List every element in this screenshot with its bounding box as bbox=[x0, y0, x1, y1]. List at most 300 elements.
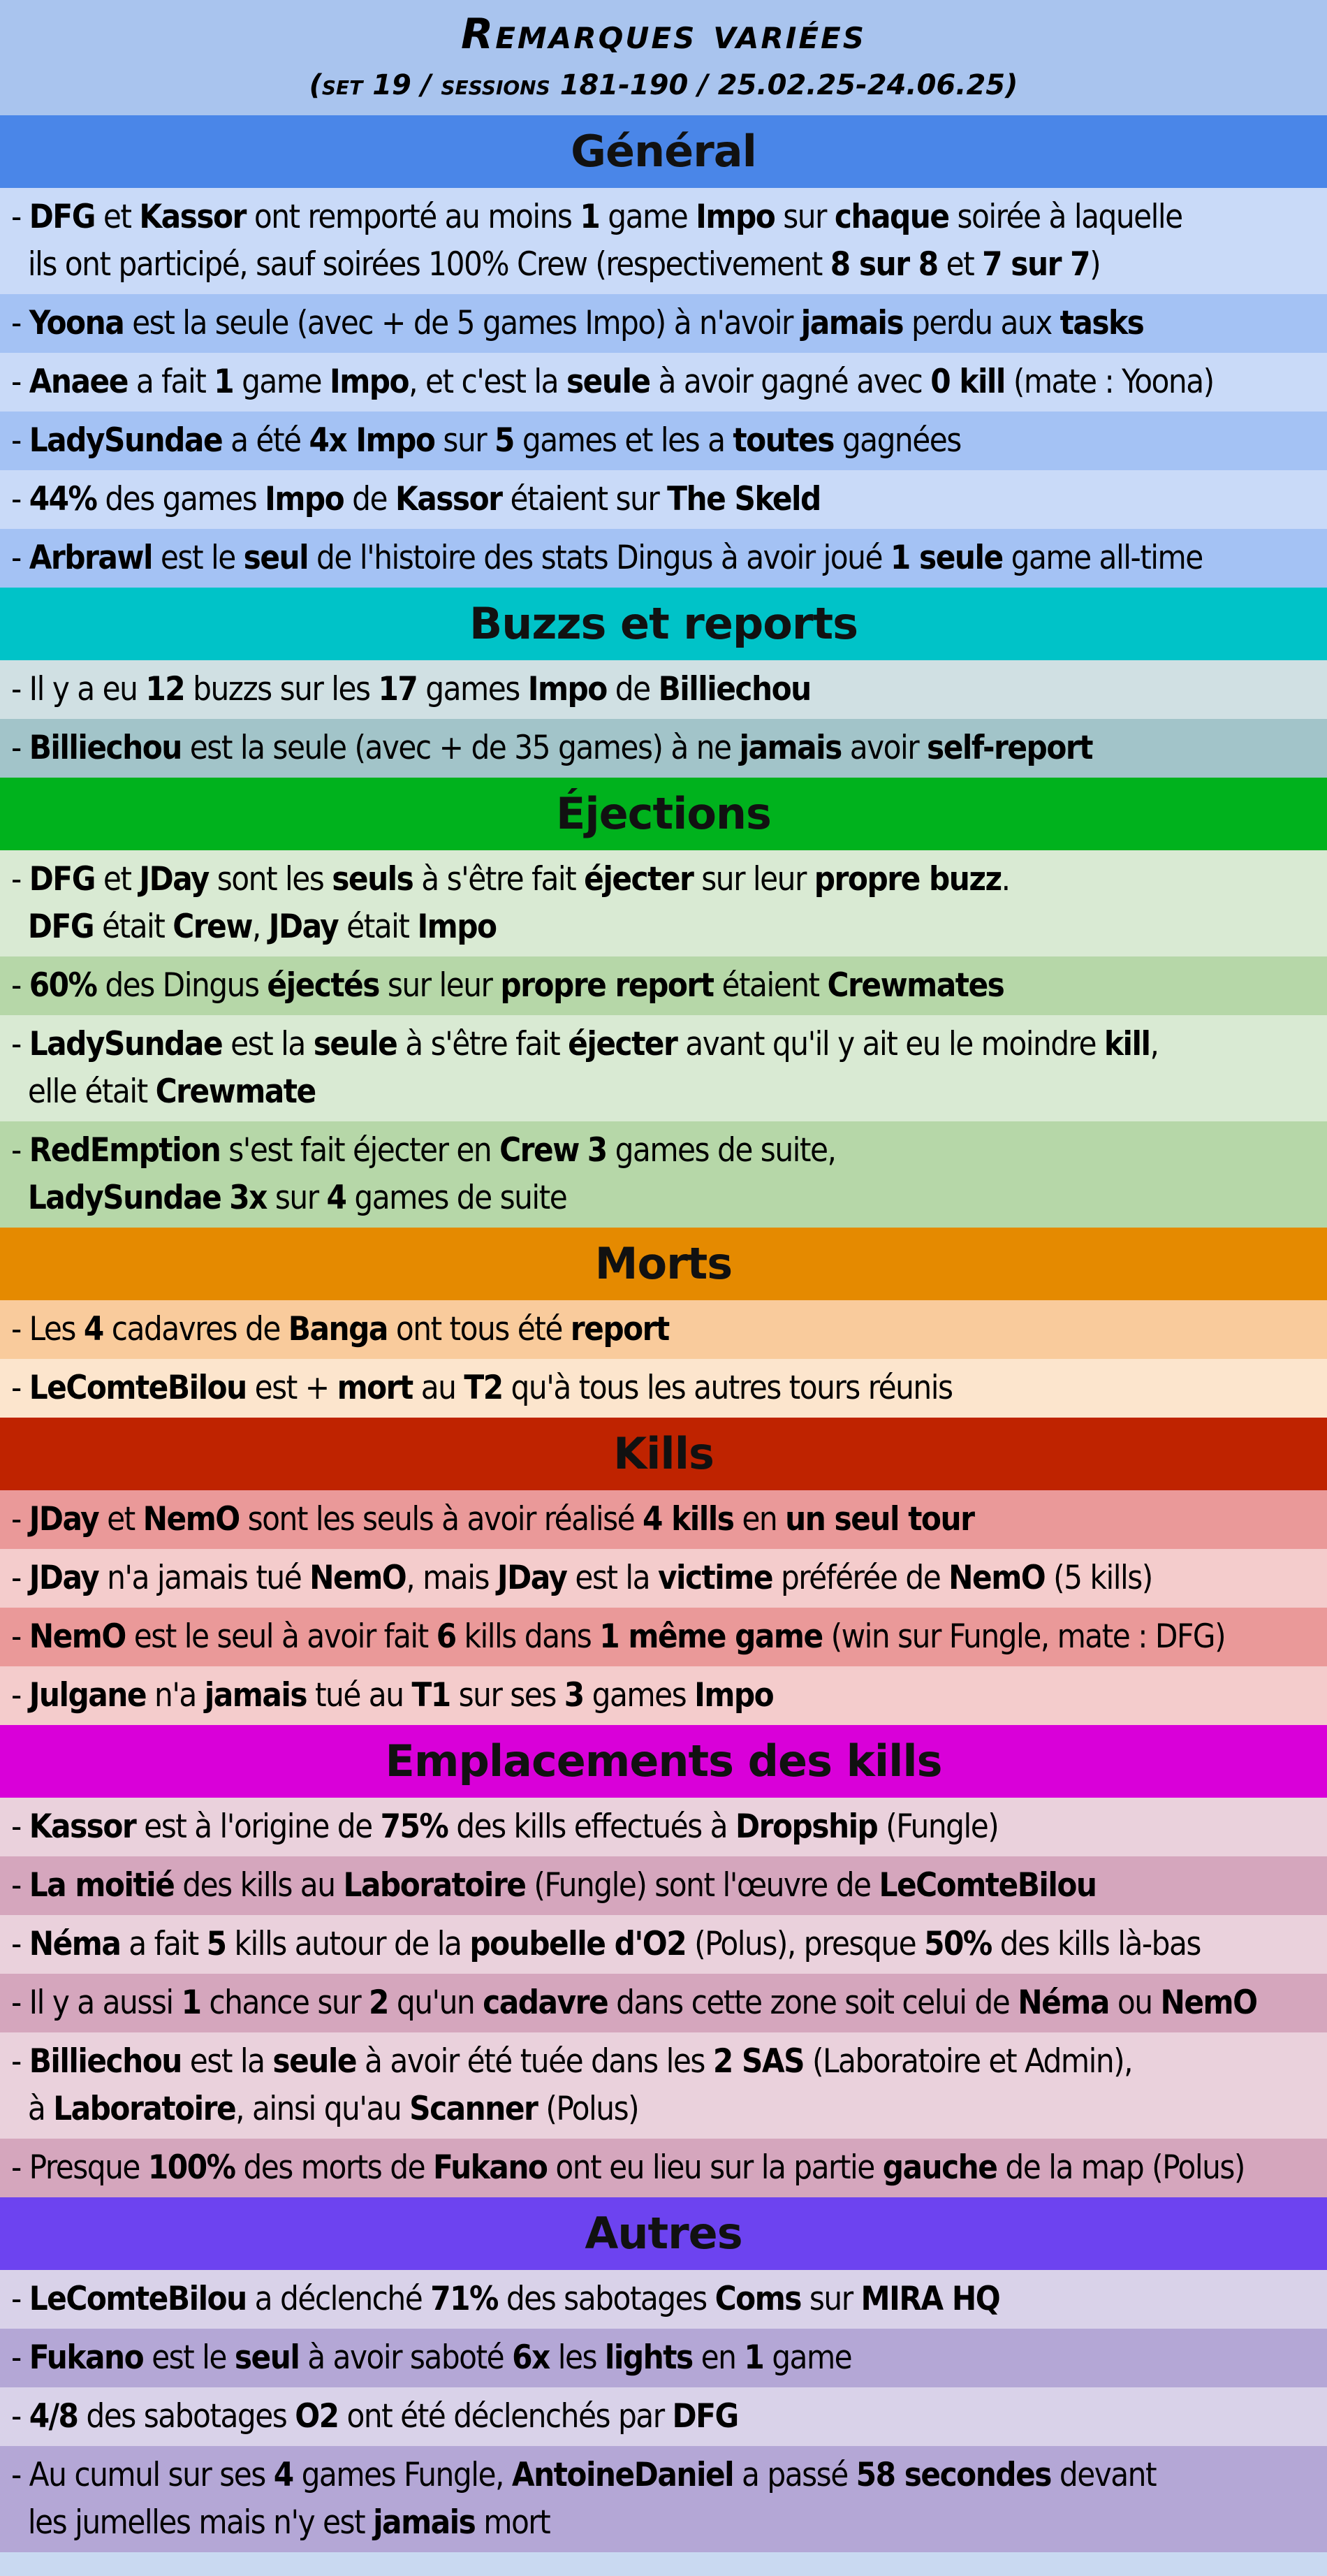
remark-line bbox=[11, 1921, 1316, 1968]
remark-highlight: T2 bbox=[464, 1369, 503, 1407]
section-morts bbox=[0, 1228, 1327, 1418]
remark-highlight: propre report bbox=[500, 966, 714, 1005]
remark-row bbox=[0, 294, 1327, 353]
remark-highlight: 12 bbox=[145, 670, 185, 708]
remark-highlight: Billiechou bbox=[29, 729, 182, 767]
remark-text: - bbox=[11, 1025, 29, 1063]
remark-highlight: Impo bbox=[417, 908, 497, 946]
remark-text: - bbox=[11, 363, 29, 401]
remark-row bbox=[0, 2270, 1327, 2329]
remark-text: de bbox=[606, 670, 659, 708]
remark-text: en bbox=[692, 2338, 745, 2377]
remark-highlight: The Skeld bbox=[667, 480, 821, 518]
remark-text: , bbox=[1150, 1025, 1159, 1063]
remark-text: . bbox=[1001, 860, 1010, 898]
remark-highlight: 2 SAS bbox=[712, 2042, 805, 2081]
remark-highlight: RedEmption bbox=[29, 1131, 221, 1170]
remark-line bbox=[11, 1174, 1316, 1222]
remark-line bbox=[11, 1127, 1316, 1174]
remark-highlight: LeComteBilou bbox=[29, 1369, 247, 1407]
remark-highlight: Impo bbox=[527, 670, 607, 708]
section-header-morts: Morts bbox=[0, 1228, 1327, 1300]
remark-highlight: 75% bbox=[380, 1807, 448, 1846]
section-header-general: Général bbox=[0, 115, 1327, 188]
section-kills bbox=[0, 1418, 1327, 1725]
remark-highlight: Laboratoire bbox=[53, 2090, 236, 2128]
remark-text: des games bbox=[96, 480, 265, 518]
remark-text: à avoir gagné avec bbox=[650, 363, 931, 401]
remark-text: des kills effectués à bbox=[448, 1807, 735, 1846]
remark-highlight: Impo bbox=[329, 363, 409, 401]
remark-highlight: Billiechou bbox=[29, 2042, 182, 2081]
remark-highlight: lights bbox=[604, 2338, 693, 2377]
remark-highlight: Julgane bbox=[29, 1676, 147, 1715]
remark-line bbox=[11, 1613, 1316, 1661]
remark-text: a fait bbox=[127, 363, 214, 401]
remark-text: - bbox=[11, 2338, 29, 2377]
remark-highlight: 4 kills bbox=[643, 1500, 734, 1538]
remark-text: devant bbox=[1050, 2456, 1157, 2494]
remark-text: a fait bbox=[120, 1925, 207, 1963]
remark-text: games de suite bbox=[346, 1179, 567, 1217]
remark-text: des kills là-bas bbox=[991, 1925, 1201, 1963]
remark-highlight: T1 bbox=[411, 1676, 450, 1715]
remark-line bbox=[11, 2276, 1316, 2323]
remark-highlight: 100% bbox=[147, 2148, 235, 2187]
remark-text: - bbox=[11, 1807, 29, 1846]
remark-text: est la seule (avec + de 5 games Impo) à n'avoir bbox=[124, 304, 801, 342]
remark-highlight: Yoona bbox=[29, 304, 124, 342]
remark-text: soirée à laquelle bbox=[948, 198, 1182, 236]
remark-text: games bbox=[583, 1676, 695, 1715]
remark-line bbox=[11, 1365, 1316, 1412]
remark-line bbox=[11, 1068, 1316, 1116]
remark-highlight: LadySundae bbox=[27, 1179, 221, 1217]
remark-highlight: LadySundae bbox=[29, 1025, 223, 1063]
remark-highlight: NemO bbox=[29, 1617, 126, 1656]
remark-line bbox=[11, 1862, 1316, 1909]
remark-text: (Polus), presque bbox=[686, 1925, 925, 1963]
remark-text: , mais bbox=[406, 1559, 497, 1597]
remark-highlight: seul bbox=[243, 539, 309, 577]
remark-highlight: 17 bbox=[378, 670, 418, 708]
remark-row bbox=[0, 412, 1327, 470]
remark-text: s'est fait éjecter en bbox=[220, 1131, 500, 1170]
remark-line bbox=[11, 903, 1316, 951]
remark-highlight: DFG bbox=[29, 198, 95, 236]
remark-highlight: 3 bbox=[587, 1131, 607, 1170]
remark-highlight: jamais bbox=[739, 729, 842, 767]
remark-text: - bbox=[11, 860, 29, 898]
remark-line bbox=[11, 2499, 1316, 2547]
remark-highlight: Néma bbox=[29, 1925, 121, 1963]
remark-text: les jumelles mais n'y est bbox=[11, 2503, 374, 2542]
remark-row bbox=[0, 1915, 1327, 1974]
remark-highlight: 1 bbox=[214, 363, 234, 401]
remark-text: , bbox=[251, 908, 269, 946]
remark-text: et bbox=[937, 245, 983, 284]
remark-highlight: Crew bbox=[173, 908, 252, 946]
remark-highlight: kill bbox=[1104, 1025, 1150, 1063]
remark-highlight: Coms bbox=[714, 2280, 801, 2318]
remark-line bbox=[11, 1672, 1316, 1719]
remark-text: avant qu'il y ait eu le moindre bbox=[677, 1025, 1104, 1063]
remark-text: game bbox=[763, 2338, 852, 2377]
remark-text: au bbox=[412, 1369, 464, 1407]
section-header-kills: Kills bbox=[0, 1418, 1327, 1490]
remark-text: à bbox=[11, 2090, 54, 2128]
remark-highlight: poubelle d'O2 bbox=[469, 1925, 687, 1963]
remark-text: sur bbox=[775, 198, 835, 236]
remark-highlight: mort bbox=[337, 1369, 413, 1407]
remark-line bbox=[11, 1803, 1316, 1851]
remark-highlight: 4 bbox=[273, 2456, 293, 2494]
remark-line bbox=[11, 666, 1316, 713]
remark-text: n'a bbox=[146, 1676, 205, 1715]
remark-highlight: JDay bbox=[29, 1559, 99, 1597]
remark-line bbox=[11, 241, 1316, 289]
remark-highlight: O2 bbox=[295, 2397, 339, 2436]
remark-text: - bbox=[11, 966, 29, 1005]
remark-highlight: Scanner bbox=[409, 2090, 538, 2128]
remark-text: - bbox=[11, 1617, 29, 1656]
remark-highlight: LeComteBilou bbox=[879, 1866, 1097, 1905]
remark-highlight: éjecter bbox=[584, 860, 694, 898]
remark-text: n'a jamais tué bbox=[98, 1559, 310, 1597]
remark-line bbox=[11, 856, 1316, 903]
remark-text: sur leur bbox=[693, 860, 814, 898]
remark-row bbox=[0, 1359, 1327, 1418]
remark-highlight: 60% bbox=[29, 966, 97, 1005]
remark-text: était bbox=[338, 908, 418, 946]
remark-highlight: Arbrawl bbox=[29, 539, 152, 577]
section-header-emplacements: Emplacements des kills bbox=[0, 1725, 1327, 1798]
remark-highlight: Impo bbox=[696, 198, 775, 236]
remark-row bbox=[0, 1974, 1327, 2032]
remark-text: - Presque bbox=[11, 2148, 148, 2187]
remark-highlight: 3 bbox=[564, 1676, 584, 1715]
remark-text: de la map (Polus) bbox=[997, 2148, 1245, 2187]
remark-text: gagnées bbox=[833, 421, 961, 460]
remark-highlight: JDay bbox=[497, 1559, 567, 1597]
remark-row bbox=[0, 719, 1327, 778]
remark-highlight: 58 secondes bbox=[856, 2456, 1051, 2494]
remark-text: (Fungle) sont l'œuvre de bbox=[525, 1866, 879, 1905]
remark-text: a été bbox=[222, 421, 309, 460]
remark-highlight: jamais bbox=[204, 1676, 307, 1715]
remark-highlight: 44% bbox=[29, 480, 97, 518]
remark-highlight: propre buzz bbox=[814, 860, 1002, 898]
remark-text: ont tous été bbox=[387, 1310, 571, 1348]
remark-row bbox=[0, 2139, 1327, 2197]
remark-highlight: Laboratoire bbox=[343, 1866, 526, 1905]
remark-highlight: 4 bbox=[83, 1310, 103, 1348]
remark-highlight: Kassor bbox=[139, 198, 246, 236]
remark-text bbox=[11, 908, 28, 946]
remark-text: (Laboratoire et Admin), bbox=[804, 2042, 1133, 2081]
remark-highlight: 4 bbox=[326, 1179, 346, 1217]
remark-highlight: NemO bbox=[142, 1500, 240, 1538]
sections-container bbox=[0, 115, 1327, 2552]
remark-text: dans cette zone soit celui de bbox=[608, 1984, 1018, 2022]
remark-highlight: chaque bbox=[834, 198, 949, 236]
remark-highlight: self-report bbox=[927, 729, 1092, 767]
remark-text: est la bbox=[566, 1559, 658, 1597]
remark-highlight: DFG bbox=[29, 860, 95, 898]
remark-text: sur bbox=[266, 1179, 327, 1217]
remark-highlight: Crew bbox=[499, 1131, 579, 1170]
remark-highlight: 1 bbox=[580, 198, 600, 236]
remark-text: - bbox=[11, 1925, 29, 1963]
remark-text: est la bbox=[181, 2042, 273, 2081]
remark-text: - bbox=[11, 2042, 29, 2081]
remark-text: ou bbox=[1108, 1984, 1161, 2022]
remark-text: des morts de bbox=[235, 2148, 434, 2187]
remark-row bbox=[0, 529, 1327, 588]
section-autres bbox=[0, 2197, 1327, 2552]
remark-text: - bbox=[11, 2397, 29, 2436]
remark-row bbox=[0, 470, 1327, 529]
remark-text: - bbox=[11, 1369, 29, 1407]
remark-highlight: Fukano bbox=[433, 2148, 548, 2187]
remark-highlight: 8 sur 8 bbox=[830, 245, 938, 284]
remark-highlight: cadavre bbox=[483, 1984, 608, 2022]
remark-row bbox=[0, 1300, 1327, 1359]
section-header-ejections: Éjections bbox=[0, 778, 1327, 850]
remark-line bbox=[11, 962, 1316, 1010]
title-block bbox=[0, 0, 1327, 115]
remark-line bbox=[11, 417, 1316, 465]
remark-highlight: 1 bbox=[181, 1984, 201, 2022]
remark-text: des sabotages bbox=[497, 2280, 715, 2318]
remark-text: - bbox=[11, 2280, 29, 2318]
remark-text: les bbox=[549, 2338, 605, 2377]
remark-text: - Les bbox=[11, 1310, 84, 1348]
remark-line bbox=[11, 2393, 1316, 2440]
remark-text: - Au cumul sur ses bbox=[11, 2456, 274, 2494]
remark-text: en bbox=[733, 1500, 786, 1538]
remark-highlight: éjectés bbox=[267, 966, 379, 1005]
remark-text: de bbox=[344, 480, 395, 518]
remark-text: (win sur Fungle, mate : DFG) bbox=[822, 1617, 1226, 1656]
remark-text: est à l'origine de bbox=[135, 1807, 381, 1846]
page-title: Remarques variées bbox=[461, 10, 866, 59]
remark-highlight: Kassor bbox=[29, 1807, 136, 1846]
remark-highlight: un seul tour bbox=[785, 1500, 974, 1538]
remark-text: de l'histoire des stats Dingus à avoir joué bbox=[308, 539, 890, 577]
remark-row bbox=[0, 1798, 1327, 1856]
remark-row bbox=[0, 2387, 1327, 2446]
section-ejections bbox=[0, 778, 1327, 1228]
remark-line bbox=[11, 1021, 1316, 1068]
remark-row bbox=[0, 1121, 1327, 1228]
remark-text: à s'être fait bbox=[413, 860, 585, 898]
page-subtitle: (set 19 / sessions 181-190 / 25.02.25-24.06.25) bbox=[309, 69, 1018, 101]
remark-text: (Fungle) bbox=[877, 1807, 999, 1846]
remark-text: perdu aux bbox=[903, 304, 1060, 342]
remark-row bbox=[0, 2032, 1327, 2139]
remark-row bbox=[0, 660, 1327, 719]
remark-highlight: jamais bbox=[800, 304, 904, 342]
remark-highlight: JDay bbox=[268, 908, 339, 946]
remark-text: est le bbox=[143, 2338, 235, 2377]
remark-highlight: NemO bbox=[948, 1559, 1046, 1597]
remark-highlight: 2 bbox=[369, 1984, 388, 2022]
remark-text: a passé bbox=[733, 2456, 856, 2494]
remark-highlight: Impo bbox=[694, 1676, 774, 1715]
remark-highlight: 5 bbox=[494, 421, 514, 460]
remark-highlight: 4x Impo bbox=[309, 421, 435, 460]
remark-line bbox=[11, 358, 1316, 406]
remark-highlight: Crewmates bbox=[827, 966, 1004, 1005]
remark-text: (Polus) bbox=[537, 2090, 639, 2128]
remark-text: - bbox=[11, 1676, 29, 1715]
remark-text: qu'à tous les autres tours réunis bbox=[502, 1369, 953, 1407]
remark-text: sont les bbox=[208, 860, 332, 898]
remark-highlight: seule bbox=[272, 2042, 357, 2081]
remark-highlight: DFG bbox=[27, 908, 94, 946]
remark-row bbox=[0, 1490, 1327, 1549]
remark-text: games bbox=[417, 670, 528, 708]
remark-text: - bbox=[11, 729, 29, 767]
remark-text: , et c'est la bbox=[409, 363, 566, 401]
remark-text: - Il y a aussi bbox=[11, 1984, 182, 2022]
remark-text: ) bbox=[1090, 245, 1101, 284]
remark-text: kills dans bbox=[455, 1617, 600, 1656]
remark-highlight: NemO bbox=[309, 1559, 406, 1597]
remark-text: games et les a bbox=[513, 421, 733, 460]
remark-highlight: éjecter bbox=[568, 1025, 677, 1063]
remark-line bbox=[11, 1555, 1316, 1602]
remark-text: étaient bbox=[713, 966, 828, 1005]
remark-line bbox=[11, 2038, 1316, 2086]
remark-text: - bbox=[11, 1500, 29, 1538]
section-general bbox=[0, 115, 1327, 588]
remark-text: - bbox=[11, 198, 29, 236]
remark-highlight: LadySundae bbox=[29, 421, 223, 460]
remark-line bbox=[11, 1306, 1316, 1353]
remark-highlight: 3x bbox=[229, 1179, 267, 1217]
remark-text: - bbox=[11, 1559, 29, 1597]
remark-highlight: Fukano bbox=[29, 2338, 144, 2377]
section-buzzs bbox=[0, 588, 1327, 778]
remark-text: sur bbox=[434, 421, 495, 460]
remark-text: sur leur bbox=[379, 966, 501, 1005]
remark-text: (5 kills) bbox=[1045, 1559, 1152, 1597]
remark-text bbox=[221, 1179, 229, 1217]
remark-highlight: 50% bbox=[924, 1925, 992, 1963]
remark-text: ont été déclenchés par bbox=[338, 2397, 673, 2436]
remark-text: - bbox=[11, 539, 29, 577]
remark-text: à avoir saboté bbox=[299, 2338, 513, 2377]
section-header-buzzs: Buzzs et reports bbox=[0, 588, 1327, 660]
remark-text: buzzs sur les bbox=[184, 670, 379, 708]
remark-highlight: NemO bbox=[1160, 1984, 1257, 2022]
remark-highlight: LeComteBilou bbox=[29, 2280, 247, 2318]
remark-highlight: victime bbox=[657, 1559, 773, 1597]
remark-highlight: seul bbox=[234, 2338, 300, 2377]
remark-row bbox=[0, 956, 1327, 1015]
remark-line bbox=[11, 1979, 1316, 2027]
remark-highlight: seule bbox=[313, 1025, 397, 1063]
remark-highlight: Dropship bbox=[735, 1807, 878, 1846]
remark-text: a déclenché bbox=[246, 2280, 431, 2318]
remark-text: sur bbox=[800, 2280, 861, 2318]
remark-text: tué au bbox=[307, 1676, 412, 1715]
remark-row bbox=[0, 1549, 1327, 1608]
remark-highlight: tasks bbox=[1060, 304, 1144, 342]
section-emplacements bbox=[0, 1725, 1327, 2197]
remark-text: est le bbox=[152, 539, 244, 577]
remark-highlight: MIRA HQ bbox=[860, 2280, 1000, 2318]
remark-text: mort bbox=[475, 2503, 550, 2542]
remark-row bbox=[0, 2446, 1327, 2552]
remark-line bbox=[11, 725, 1316, 772]
section-header-autres: Autres bbox=[0, 2197, 1327, 2270]
remark-highlight: JDay bbox=[139, 860, 209, 898]
remark-highlight: seule bbox=[566, 363, 650, 401]
remark-text bbox=[579, 1131, 587, 1170]
remark-line bbox=[11, 2334, 1316, 2382]
remark-highlight: 7 sur 7 bbox=[982, 245, 1090, 284]
remark-highlight: La moitié bbox=[29, 1866, 175, 1905]
remark-text: game bbox=[599, 198, 696, 236]
remark-row bbox=[0, 353, 1327, 412]
remark-line bbox=[11, 300, 1316, 347]
remark-highlight: Kassor bbox=[395, 480, 502, 518]
remark-line bbox=[11, 2086, 1316, 2133]
remark-highlight: 71% bbox=[430, 2280, 498, 2318]
remark-text: était bbox=[94, 908, 173, 946]
remark-highlight: 6 bbox=[436, 1617, 456, 1656]
remark-text: est la bbox=[222, 1025, 314, 1063]
remark-line bbox=[11, 534, 1316, 582]
remark-text: game bbox=[233, 363, 330, 401]
remark-highlight: toutes bbox=[733, 421, 834, 460]
remark-text: - bbox=[11, 421, 29, 460]
remark-text: à s'être fait bbox=[397, 1025, 569, 1063]
remark-text: , ainsi qu'au bbox=[235, 2090, 410, 2128]
remark-text: préférée de bbox=[772, 1559, 949, 1597]
remark-highlight: 0 kill bbox=[930, 363, 1005, 401]
remark-text: sont les seuls à avoir réalisé bbox=[239, 1500, 643, 1538]
remark-text: est + bbox=[246, 1369, 337, 1407]
remark-text: elle était bbox=[11, 1072, 156, 1111]
remark-row bbox=[0, 188, 1327, 294]
remark-line bbox=[11, 476, 1316, 523]
remark-line bbox=[11, 2144, 1316, 2192]
remark-highlight: Banga bbox=[288, 1310, 388, 1348]
remark-text: qu'un bbox=[388, 1984, 483, 2022]
remark-highlight: report bbox=[570, 1310, 669, 1348]
remark-text: cadavres de bbox=[103, 1310, 288, 1348]
remark-row bbox=[0, 2329, 1327, 2387]
remark-text: ont remporté au moins bbox=[245, 198, 580, 236]
remark-text: games de suite, bbox=[606, 1131, 836, 1170]
remark-text: étaient sur bbox=[501, 480, 668, 518]
remark-highlight: Crewmate bbox=[155, 1072, 316, 1111]
remark-line bbox=[11, 2452, 1316, 2499]
remark-text: - bbox=[11, 1131, 29, 1170]
remark-text: (mate : Yoona) bbox=[1004, 363, 1214, 401]
remark-row bbox=[0, 1666, 1327, 1725]
remark-highlight: Néma bbox=[1018, 1984, 1109, 2022]
remark-text: des sabotages bbox=[78, 2397, 295, 2436]
remark-highlight: 6x bbox=[512, 2338, 550, 2377]
remark-text: des kills au bbox=[174, 1866, 344, 1905]
remark-text: kills autour de la bbox=[226, 1925, 470, 1963]
remark-text: sur ses bbox=[450, 1676, 564, 1715]
